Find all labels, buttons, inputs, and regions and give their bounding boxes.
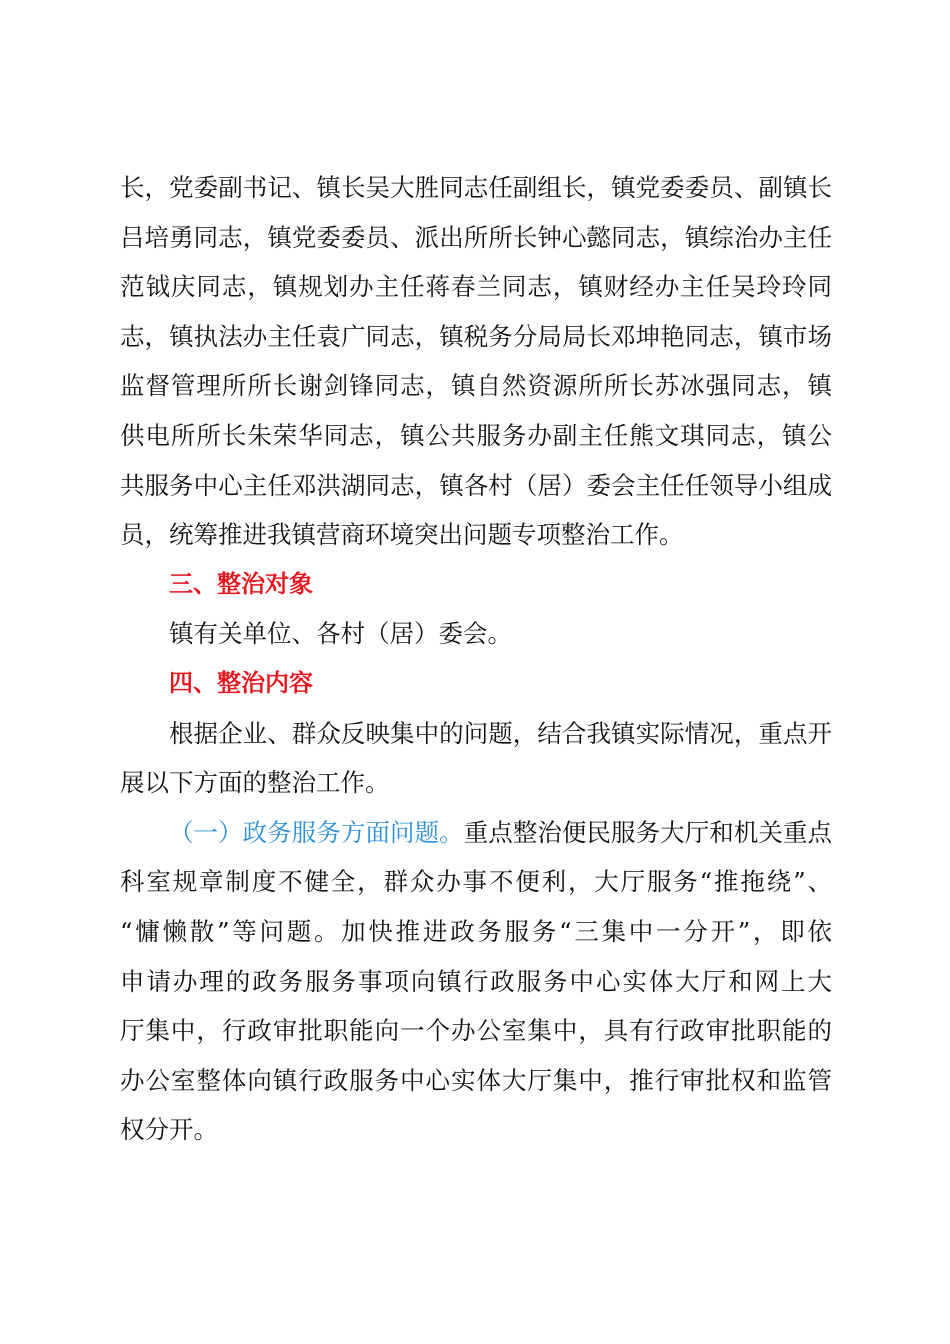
section-heading-targets: 三、整治对象 xyxy=(169,569,313,598)
subsection-government-services xyxy=(120,808,832,1155)
text-line: “慵懒散”等问题。加快推进政务服务“三集中一分开”，即依 xyxy=(120,916,832,946)
text-line: 范钺庆同志，镇规划办主任蒋春兰同志，镇财经办主任吴玲玲同 xyxy=(120,272,832,302)
text-line: 申请办理的政务服务事项向镇行政服务中心实体大厅和网上大 xyxy=(120,966,832,996)
text-line: 志，镇执法办主任袁广同志，镇税务分局局长邓坤艳同志，镇市场 xyxy=(120,321,832,351)
text-line: 厅集中，行政审批职能向一个办公室集中，具有行政审批职能的 xyxy=(120,1016,832,1046)
text-line: 展以下方面的整治工作。 xyxy=(120,768,390,798)
section-targets-body: 镇有关单位、各村（居）委会。 xyxy=(169,619,512,649)
text-line: 员，统筹推进我镇营商环境突出问题专项整治工作。 xyxy=(120,520,684,550)
subsection-text: 重点整治便民服务大厅和机关重点 xyxy=(463,817,833,847)
text-line: 供电所所长朱荣华同志，镇公共服务办副主任熊文琪同志，镇公 xyxy=(120,420,832,450)
text-line: 长，党委副书记、镇长吴大胜同志任副组长，镇党委委员、副镇长 xyxy=(120,173,832,202)
text-line: 监督管理所所长谢剑锋同志，镇自然资源所所长苏冰强同志，镇 xyxy=(120,371,832,401)
text-line: 吕培勇同志，镇党委委员、派出所所长钟心懿同志，镇综治办主任 xyxy=(120,222,832,252)
section-heading-content: 四、整治内容 xyxy=(169,668,313,697)
text-line: 共服务中心主任邓洪湖同志，镇各村（居）委会主任任领导小组成 xyxy=(120,470,832,500)
text-line: 科室规章制度不健全，群众办事不便利，大厅服务“推拖绕”、 xyxy=(120,867,832,897)
text-line: 权分开。 xyxy=(120,1115,218,1145)
text-line xyxy=(120,808,832,858)
section-content-intro xyxy=(120,709,832,808)
members-paragraph xyxy=(120,163,832,560)
text-line: 根据企业、群众反映集中的问题，结合我镇实际情况，重点开 xyxy=(169,718,832,748)
subsection-heading: （一）政务服务方面问题。 xyxy=(169,817,464,847)
text-line: 办公室整体向镇行政服务中心实体大厅集中，推行审批权和监管 xyxy=(120,1065,832,1095)
document-body xyxy=(120,163,832,1155)
